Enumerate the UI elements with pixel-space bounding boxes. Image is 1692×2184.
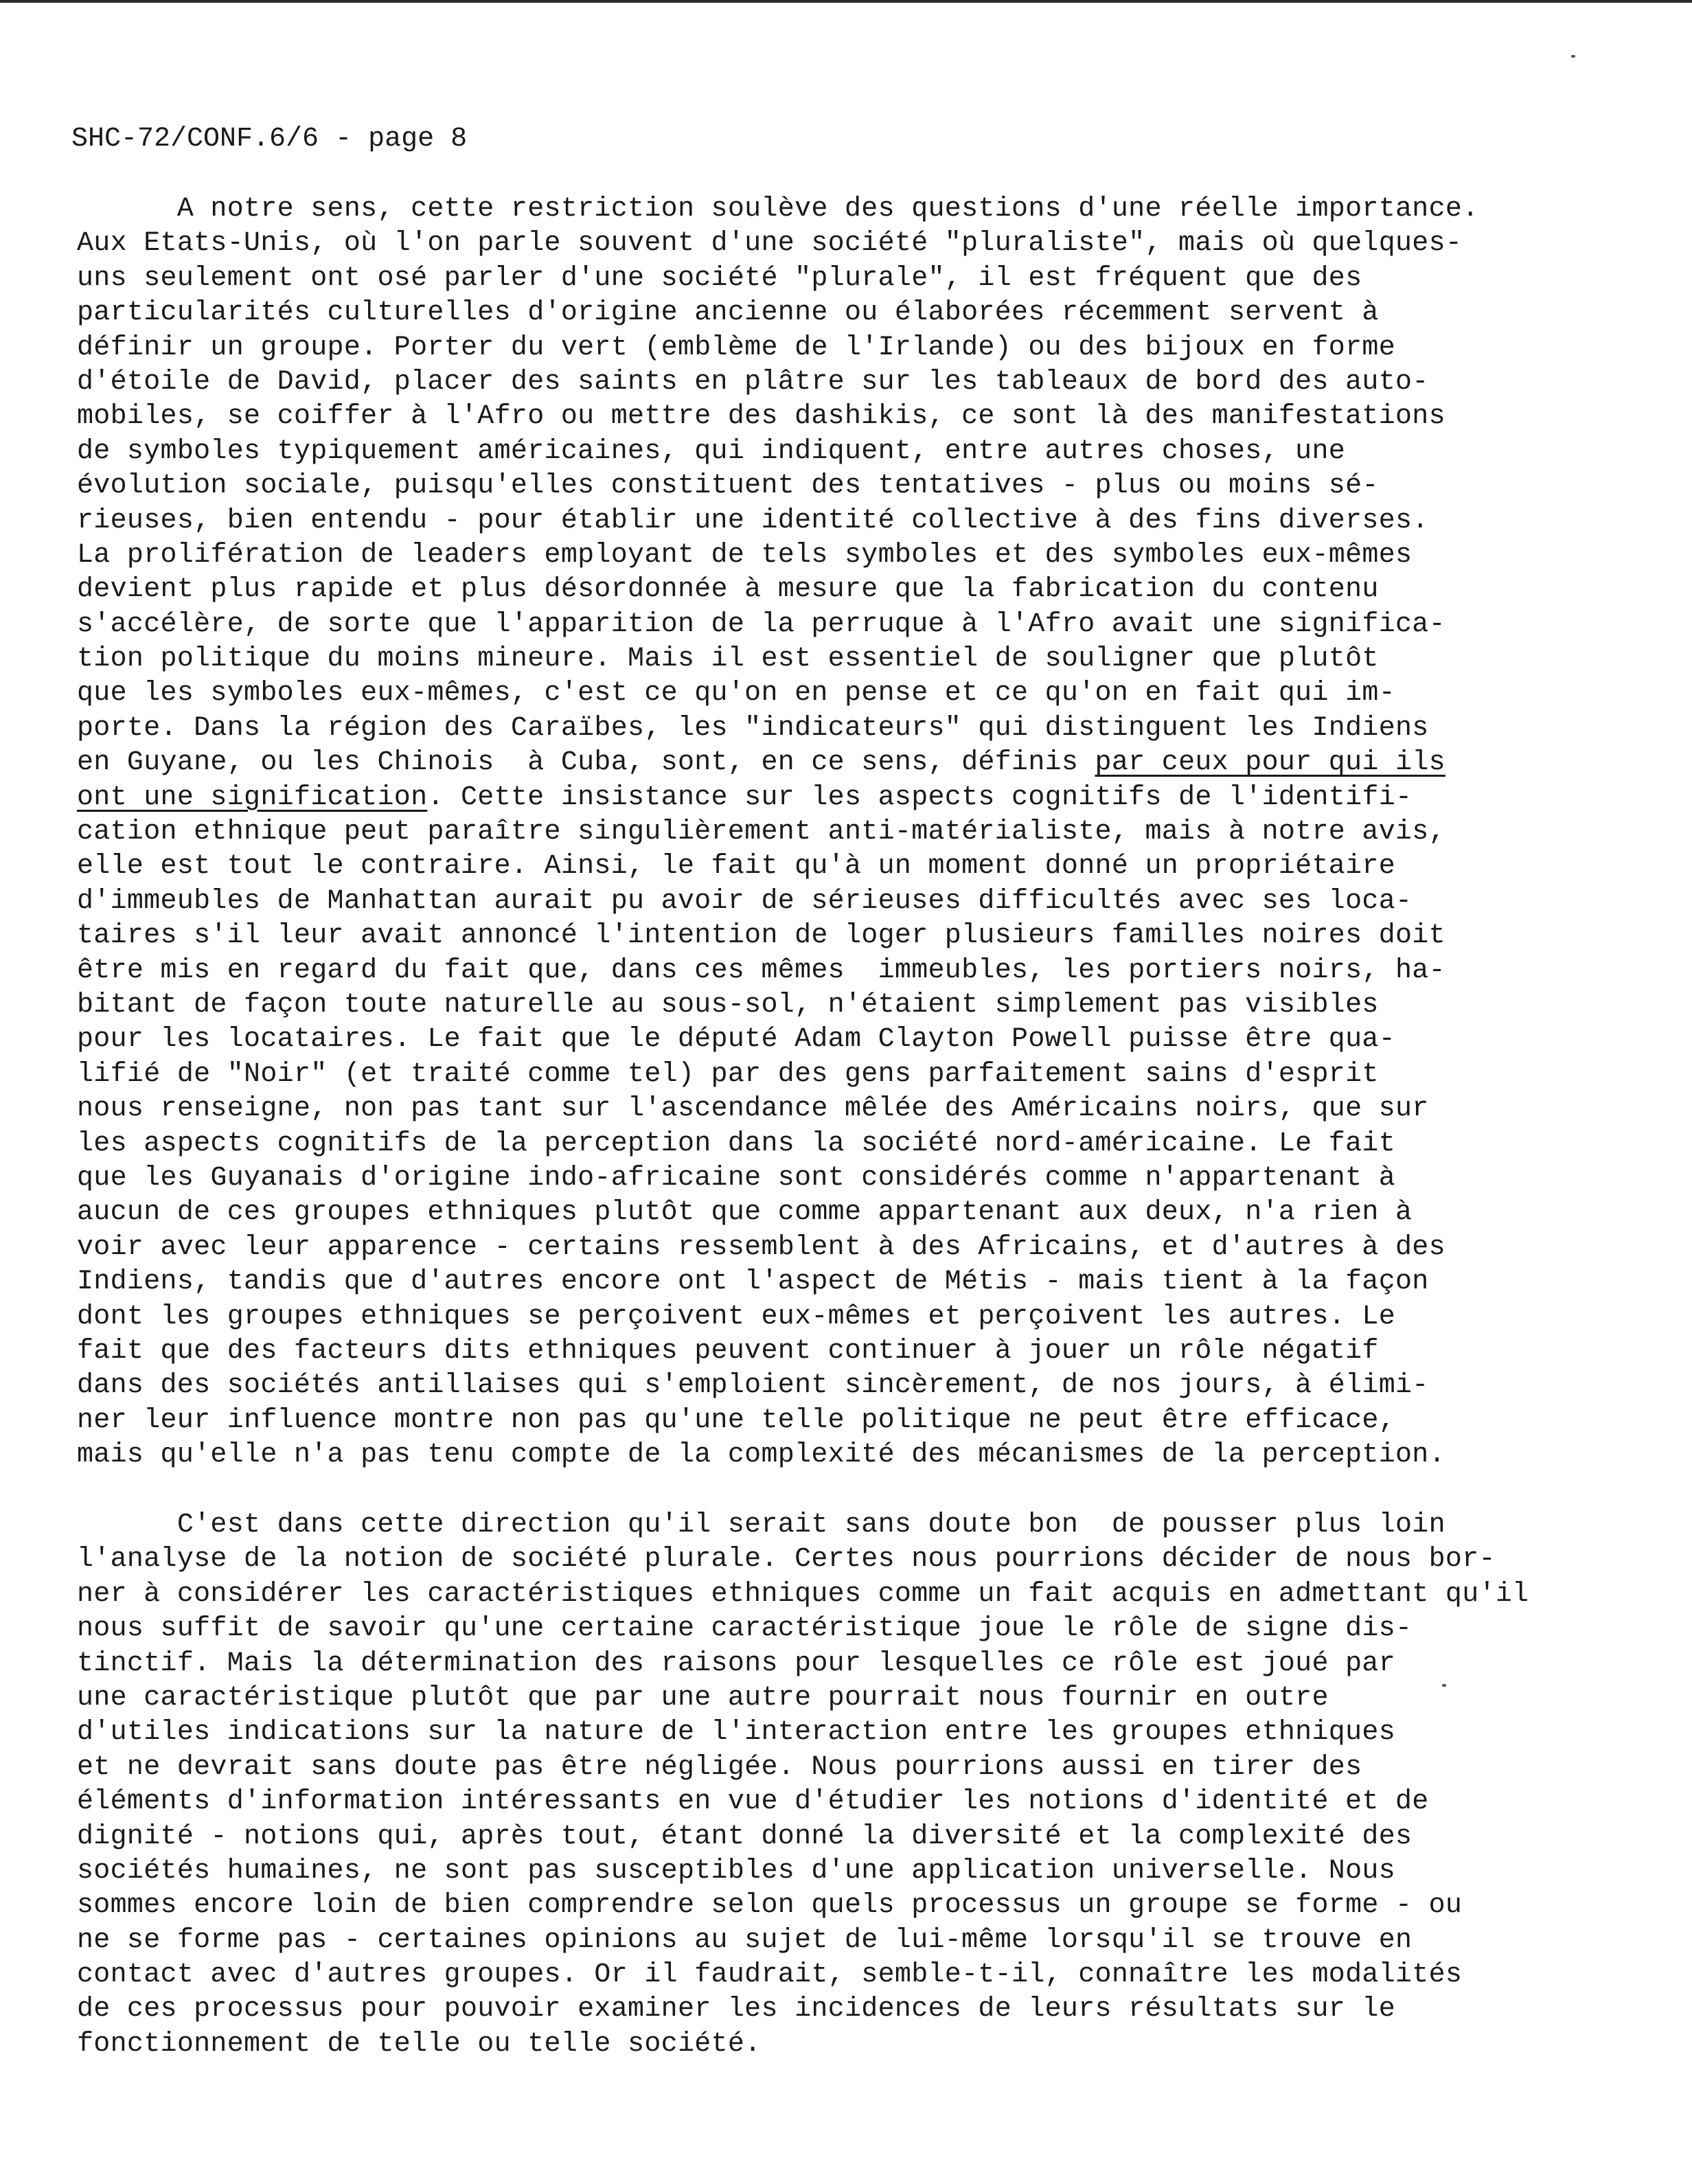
line-text: La prolifération de leaders employant de tels symboles et des symboles eux-mêmes	[77, 539, 1413, 571]
text-line	[77, 331, 1519, 365]
text-line	[77, 676, 1519, 711]
line-text: évolution sociale, puisqu'elles constituent des tentatives - plus ou moins sé-	[77, 470, 1379, 502]
text-line	[77, 885, 1519, 919]
text-line	[77, 1196, 1519, 1230]
text-line	[77, 1092, 1519, 1126]
text-line	[77, 1023, 1519, 1057]
text-line	[77, 365, 1519, 400]
line-text: tion politique du moins mineure. Mais il est essentiel de souligner que plutôt	[77, 644, 1379, 675]
text-line	[77, 608, 1519, 642]
line-text: pour les locataires. Le fait que le député Adam Clayton Powell puisse être qua-	[77, 1024, 1396, 1056]
text-line	[77, 1265, 1519, 1299]
line-text: taires s'il leur avait annoncé l'intention de loger plusieurs familles noires doit	[77, 920, 1445, 952]
line-text: ne se forme pas - certaines opinions au sujet de lui-même lorsqu'il se trouve en	[77, 1924, 1413, 1956]
text-line	[77, 781, 1519, 815]
text-line	[77, 469, 1519, 503]
line-text: sociétés humaines, ne sont pas susceptibles d'une application universelle. Nous	[77, 1855, 1396, 1887]
text-line	[77, 1820, 1519, 1854]
line-text: dans des sociétés antillaises qui s'emploient sincèrement, de nos jours, à élimi-	[77, 1370, 1429, 1402]
top-border-rule	[0, 0, 1692, 3]
line-text: ner leur influence montre non pas qu'une telle politique ne peut être efficace,	[77, 1404, 1396, 1436]
line-text: contact avec d'autres groupes. Or il faudrait, semble-t-il, connaître les modalités	[77, 1959, 1463, 1991]
text-line	[77, 504, 1519, 538]
line-text: C'est dans cette direction qu'il serait sans doute bon de pousser plus loin	[77, 1510, 1445, 1540]
text-line	[77, 1161, 1519, 1196]
underlined-text: par ceux pour qui ils	[1095, 747, 1445, 779]
line-text: d'étoile de David, placer des saints en plâtre sur les tableaux de bord des auto-	[77, 366, 1429, 398]
line-text: . Cette insistance sur les aspects cognitifs de l'identifi-	[427, 782, 1413, 813]
line-text: porte. Dans la région des Caraïbes, les "indicateurs" qui distinguent les Indiens	[77, 712, 1429, 744]
line-text: que les Guyanais d'origine indo-africaine sont considérés comme n'appartenant à	[77, 1162, 1396, 1194]
line-text: que les symboles eux-mêmes, c'est ce qu'on en pense et ce qu'on en fait qui im-	[77, 678, 1396, 709]
line-text: lifié de "Noir" (et traité comme tel) par des gens parfaitement sains d'esprit	[77, 1058, 1379, 1090]
text-line	[77, 850, 1519, 884]
text-line	[77, 1992, 1519, 2027]
text-line	[77, 988, 1519, 1023]
line-text: uns seulement ont osé parler d'une société "plurale", il est fréquent que des	[77, 262, 1362, 294]
text-line	[77, 1924, 1519, 1958]
line-text: mobiles, se coiffer à l'Afro ou mettre des dashikis, ce sont là des manifestations	[77, 401, 1445, 433]
text-line	[77, 1612, 1519, 1646]
text-line	[77, 2027, 1519, 2062]
line-text: A notre sens, cette restriction soulève des questions d'une réelle importance.	[77, 194, 1479, 225]
line-text: cation ethnique peut paraître singulièrement anti-matérialiste, mais à notre avis,	[77, 817, 1445, 848]
text-line	[77, 573, 1519, 607]
text-line	[77, 1334, 1519, 1369]
line-text: particularités culturelles d'origine ancienne ou élaborées récemment servent à	[77, 297, 1379, 329]
text-line	[77, 227, 1519, 261]
line-text: voir avec leur apparence - certains ressemblent à des Africains, et d'autres à des	[77, 1231, 1445, 1263]
line-text: sommes encore loin de bien comprendre selon quels processus un groupe se forme - ou	[77, 1890, 1463, 1922]
line-text: être mis en regard du fait que, dans ces mêmes immeubles, les portiers noirs, ha-	[77, 955, 1445, 986]
text-line	[77, 1369, 1519, 1403]
line-text: rieuses, bien entendu - pour établir une identité collective à des fins diverses.	[77, 505, 1429, 536]
line-text: aucun de ces groupes ethniques plutôt que comme appartenant aux deux, n'a rien à	[77, 1197, 1413, 1229]
paragraph-2	[77, 1508, 1529, 2062]
text-line	[77, 1404, 1519, 1438]
line-text: de ces processus pour pouvoir examiner les incidences de leurs résultats sur le	[77, 1994, 1396, 2025]
text-line	[77, 919, 1519, 953]
line-text: de symboles typiquement américaines, qui indiquent, entre autres choses, une	[77, 435, 1346, 467]
text-line	[77, 1681, 1519, 1716]
text-line	[77, 815, 1519, 850]
line-text: et ne devrait sans doute pas être négligée. Nous pourrions aussi en tirer des	[77, 1751, 1362, 1783]
line-text: nous renseigne, non pas tant sur l'ascendance mêlée des Américains noirs, que sur	[77, 1093, 1429, 1125]
text-line	[77, 712, 1519, 746]
line-text: ner à considérer les caractéristiques ethniques comme un fait acquis en admettant qu'il	[77, 1578, 1529, 1610]
line-text: bitant de façon toute naturelle au sous-sol, n'étaient simplement pas visibles	[77, 989, 1379, 1021]
text-line	[77, 296, 1519, 330]
line-text: fait que des facteurs dits ethniques peuvent continuer à jouer un rôle négatif	[77, 1335, 1379, 1367]
text-line	[77, 1958, 1519, 1992]
paragraph-1	[77, 192, 1519, 1472]
text-line	[77, 192, 1519, 227]
text-line	[77, 400, 1519, 434]
line-text: tinctif. Mais la détermination des raisons pour lesquelles ce rôle est joué par	[77, 1648, 1396, 1679]
line-text: définir un groupe. Porter du vert (emblème de l'Irlande) ou des bijoux en forme	[77, 332, 1396, 363]
text-line	[77, 1716, 1519, 1750]
text-line	[77, 1578, 1529, 1612]
line-text: éléments d'information intéressants en vue d'étudier les notions d'identité et de	[77, 1786, 1429, 1818]
text-line	[77, 435, 1519, 469]
underlined-text: ont une signification	[77, 782, 428, 813]
line-text: les aspects cognitifs de la perception dans la société nord-américaine. Le fait	[77, 1128, 1396, 1159]
line-text: devient plus rapide et plus désordonnée à mesure que la fabrication du contenu	[77, 574, 1379, 606]
text-line	[77, 1751, 1519, 1785]
line-text: mais qu'elle n'a pas tenu compte de la complexité des mécanismes de la perception.	[77, 1440, 1445, 1471]
text-line	[77, 1127, 1519, 1161]
line-text: Indiens, tandis que d'autres encore ont l'aspect de Métis - mais tient à la façon	[77, 1266, 1429, 1298]
line-text: une caractéristique plutôt que par une autre pourrait nous fournir en outre	[77, 1682, 1329, 1714]
line-text: s'accélère, de sorte que l'apparition de la perruque à l'Afro avait une significa-	[77, 608, 1445, 640]
text-line	[77, 1889, 1519, 1923]
text-line	[77, 1647, 1519, 1681]
line-text: en Guyane, ou les Chinois à Cuba, sont, en ce sens, définis	[77, 747, 1095, 779]
text-line	[77, 954, 1519, 988]
line-text: elle est tout le contraire. Ainsi, le fait qu'à un moment donné un propriétaire	[77, 851, 1396, 883]
line-text: l'analyse de la notion de société plurale. Certes nous pourrions décider de nous bor-	[77, 1544, 1496, 1576]
line-text: dignité - notions qui, après tout, étant donné la diversité et la complexité des	[77, 1821, 1413, 1852]
text-line	[77, 642, 1519, 676]
document-reference-header: SHC-72/CONF.6/6 - page 8	[71, 124, 468, 155]
text-line	[77, 1854, 1519, 1889]
stray-ink-mark	[1571, 55, 1575, 58]
line-text: d'utiles indications sur la nature de l'interaction entre les groupes ethniques	[77, 1717, 1396, 1749]
text-line	[77, 1543, 1519, 1577]
text-line	[77, 1508, 1519, 1543]
line-text: Aux Etats-Unis, où l'on parle souvent d'une société "pluraliste", mais où quelques-	[77, 228, 1463, 260]
text-line	[77, 746, 1519, 780]
line-text: d'immeubles de Manhattan aurait pu avoir de sérieuses difficultés avec ses loca-	[77, 885, 1413, 917]
text-line	[77, 1058, 1519, 1092]
text-line	[77, 1438, 1519, 1472]
line-text: nous suffit de savoir qu'une certaine caractéristique joue le rôle de signe dis-	[77, 1613, 1413, 1645]
text-line	[77, 1785, 1519, 1819]
line-text: dont les groupes ethniques se perçoivent eux-mêmes et perçoivent les autres. Le	[77, 1301, 1396, 1332]
line-text: fonctionnement de telle ou telle société.	[77, 2028, 762, 2060]
text-line	[77, 1300, 1519, 1334]
text-line	[77, 262, 1519, 296]
text-line	[77, 538, 1519, 573]
text-line	[77, 1231, 1519, 1265]
